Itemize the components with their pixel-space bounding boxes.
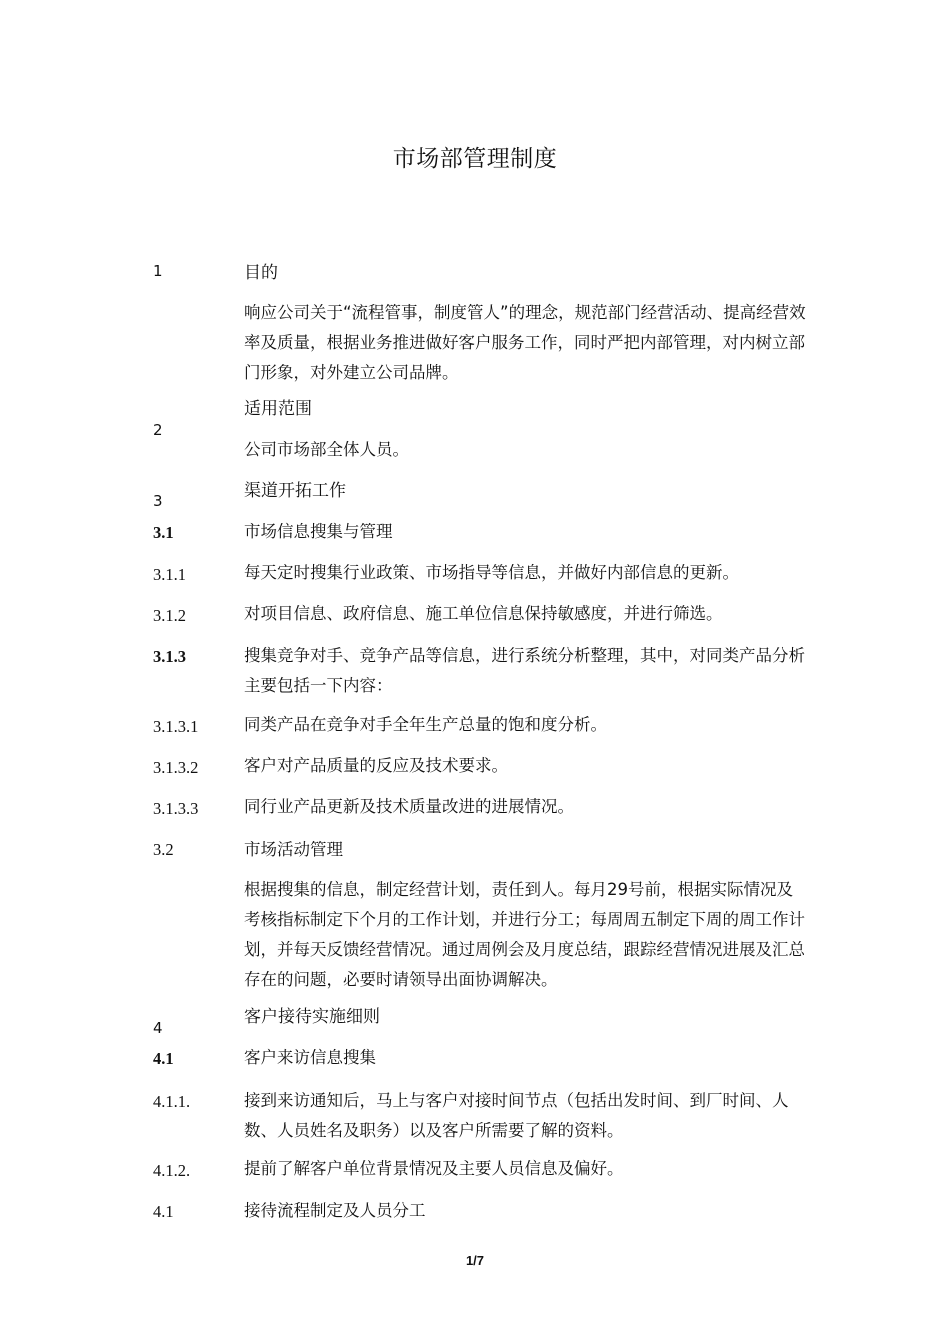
subsection-heading: 市场活动管理 [244,840,343,859]
page-number: 1/7 [465,1253,485,1268]
section-number: 4 [153,1019,163,1037]
subsection-number: 4.1 [153,1049,174,1068]
subsection-number: 3.1 [153,523,174,542]
subsection-heading: 客户来访信息搜集 [244,1048,376,1067]
item-number: 3.1.3.1 [153,717,199,736]
section-paragraph: 公司市场部全体人员。 [244,440,409,459]
section-number: 3 [153,492,163,510]
section-heading: 适用范围 [244,399,312,419]
item-number: 3.1.2 [153,606,186,625]
item-text: 同行业产品更新及技术质量改进的进展情况。 [244,797,574,816]
item-number: 3.1.3 [153,647,186,666]
item-number: 3.1.3.3 [153,799,199,818]
section-heading: 客户接待实施细则 [244,1007,380,1027]
item-number: 4.1.2. [153,1161,191,1180]
page-title: 市场部管理制度 [392,146,558,172]
section-heading: 渠道开拓工作 [244,481,346,501]
item-number: 3.1.1 [153,565,186,584]
subsection-number: 3.2 [153,840,174,859]
item-text: 搜集竞争对手、竞争产品等信息，进行系统分析整理，其中，对同类产品分析主要包括一下内容： [244,646,805,695]
item-number: 4.1.1. [153,1092,191,1111]
section-paragraph: 根据搜集的信息，制定经营计划，责任到人。每月29号前，根据实际情况及考核指标制定下个月的工作计划，并进行分工；每周周五制定下周的周工作计划，并每天反馈经营情况。通过周例会及月度总结，跟踪经营情况进展及汇总存在的问题，必要时请领导出面协调解决。 [244,880,805,989]
item-text: 每天定时搜集行业政策、市场指导等信息，并做好内部信息的更新。 [244,563,739,582]
item-text: 客户对产品质量的反应及技术要求。 [244,756,508,775]
item-text: 接到来访通知后，马上与客户对接时间节点（包括出发时间、到厂时间、人数、人员姓名及职务）以及客户所需要了解的资料。 [244,1091,789,1140]
item-text: 同类产品在竞争对手全年生产总量的饱和度分析。 [244,715,607,734]
item-text: 对项目信息、政府信息、施工单位信息保持敏感度，并进行筛选。 [244,604,723,623]
item-number: 3.1.3.2 [153,758,199,777]
section-number: 1 [153,262,163,280]
section-heading: 目的 [244,263,278,283]
subsection-number: 4.1 [153,1202,174,1221]
subsection-heading: 接待流程制定及人员分工 [244,1201,426,1220]
subsection-heading: 市场信息搜集与管理 [244,522,393,541]
item-text: 提前了解客户单位背景情况及主要人员信息及偏好。 [244,1159,624,1178]
section-paragraph: 响应公司关于“流程管事，制度管人”的理念，规范部门经营活动、提高经营效率及质量，根据业务推进做好客户服务工作，同时严把内部管理，对内树立部门形象，对外建立公司品牌。 [244,303,806,382]
section-number: 2 [153,421,163,439]
